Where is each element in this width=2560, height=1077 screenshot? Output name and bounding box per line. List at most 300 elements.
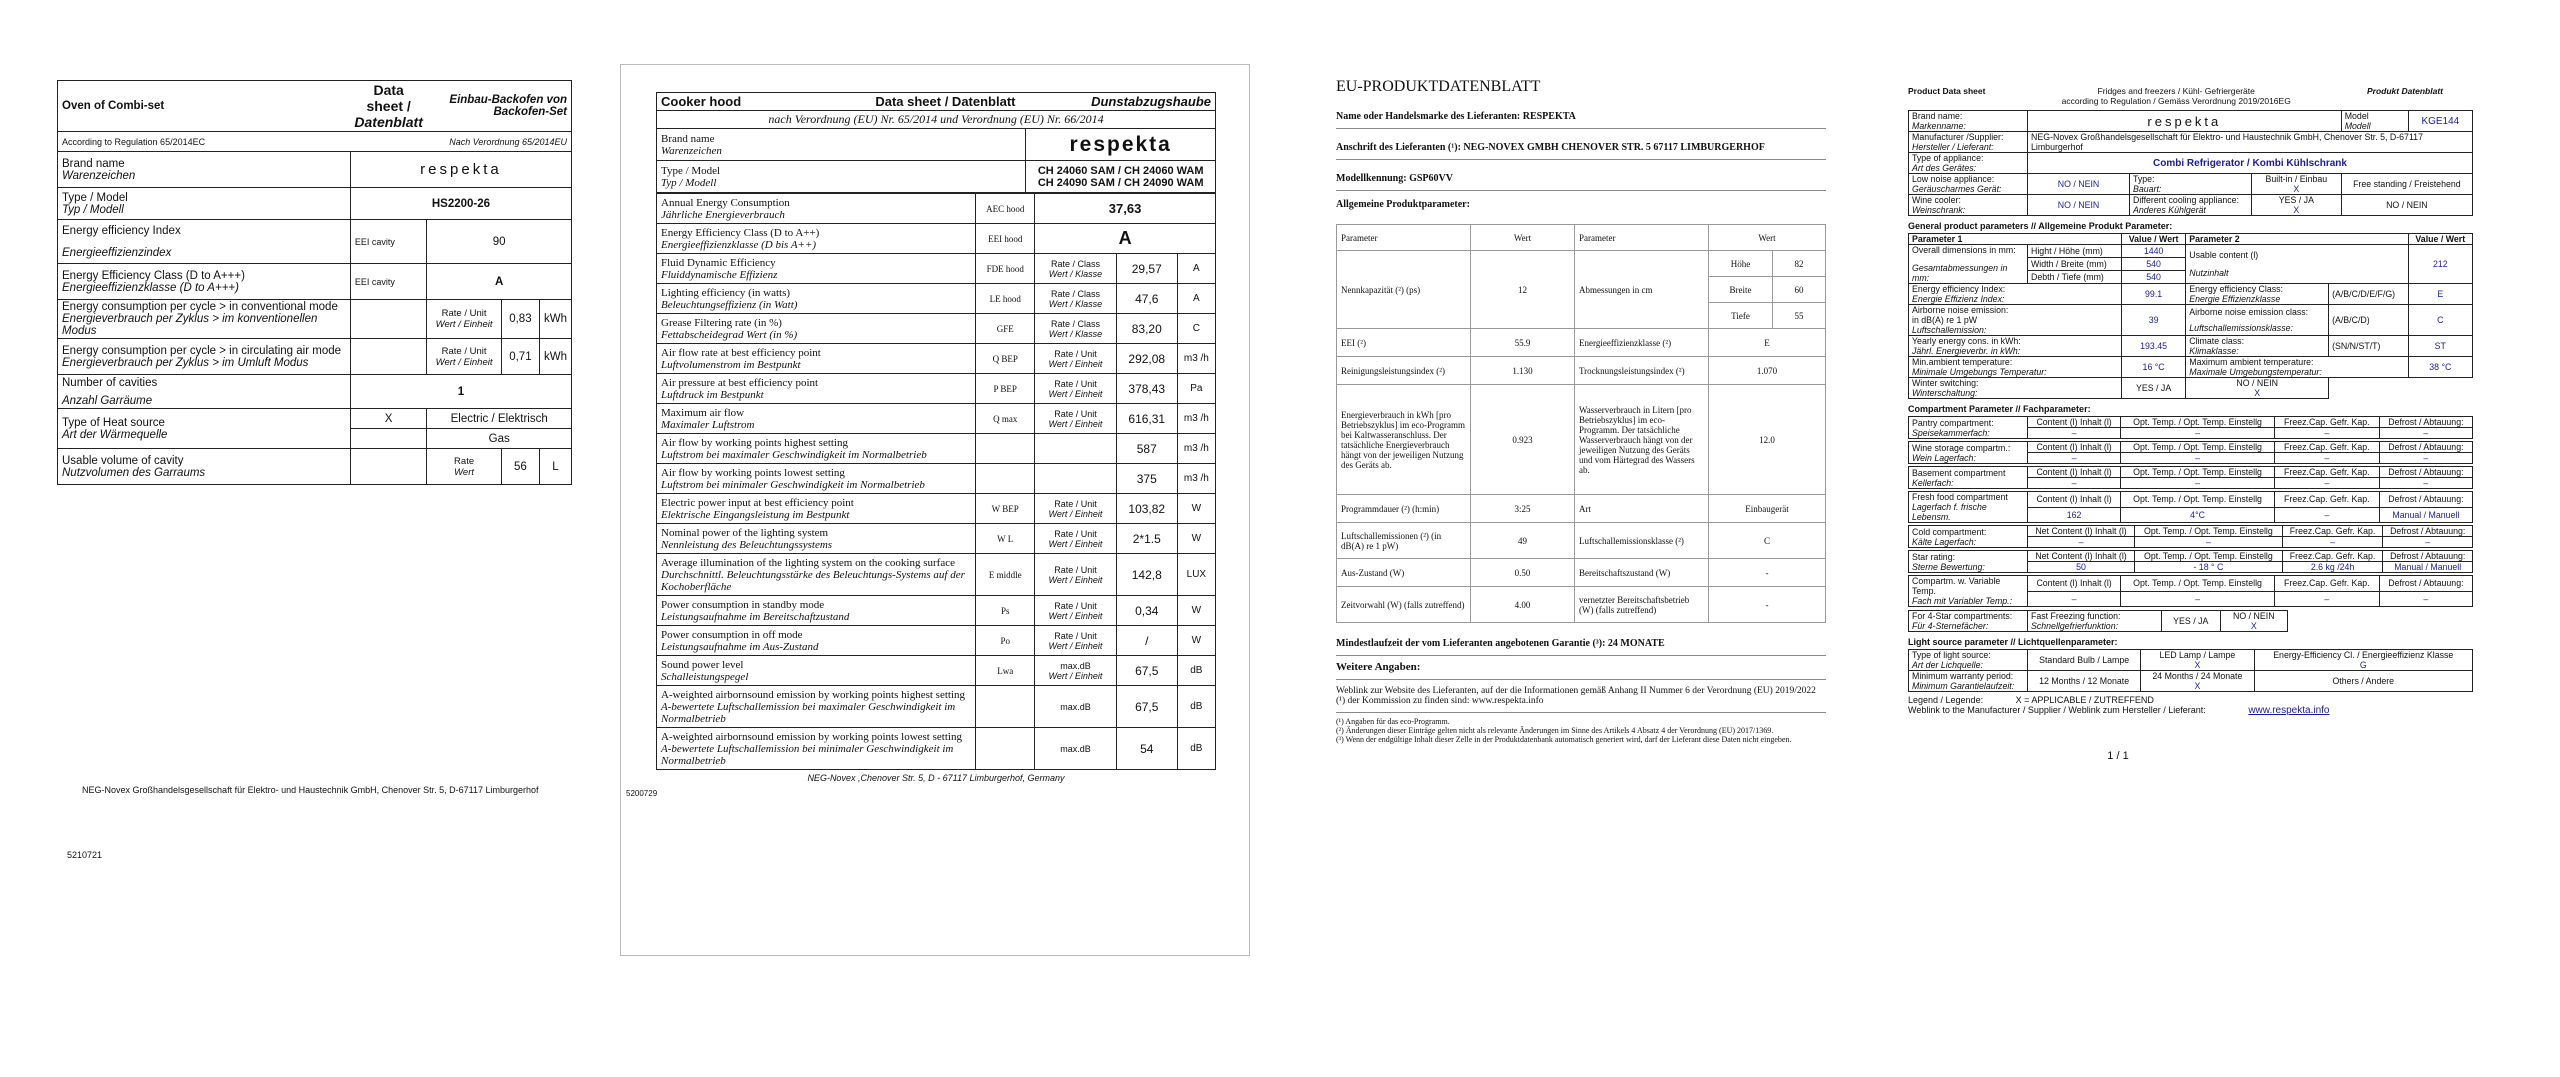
low-noise-value: NO / NEIN (2028, 174, 2130, 195)
col-header: Wert (1709, 225, 1826, 251)
winter-switch-no: NO / NEIN X (2186, 378, 2329, 399)
table-row (657, 224, 1216, 254)
warranty-other: Others / Andere (2254, 671, 2473, 692)
rate-unit (1035, 464, 1117, 494)
param-value: A (1035, 224, 1216, 254)
table-row (657, 626, 1216, 656)
param-symbol: Lwa (976, 656, 1035, 686)
param-label: Annual Energy Consumption Jährliche Energieverbrauch (657, 194, 976, 224)
param-unit: m3 /h (1177, 434, 1215, 464)
rate-unit: Rate / Unit Wert / Einheit (427, 339, 501, 375)
param-unit: m3 /h (1177, 344, 1215, 374)
warranty-12: 12 Months / 12 Monate (2028, 671, 2141, 692)
compartment-value: – (2379, 428, 2472, 439)
compartment-col-header: Defrost / Abtauung: (2379, 467, 2472, 478)
label-brand: Brand name Warenzeichen (58, 152, 351, 188)
supplier-name: Name oder Handelsmarke des Lieferanten: RESPEKTA (1336, 106, 1826, 129)
dim-value: 540 (2121, 271, 2185, 284)
param-value: 12 (1471, 251, 1575, 329)
supplier-footer: NEG-Novex Großhandelsgesellschaft für Elektro- und Haustechnik GmbH, Chenover Str. 5, D-67117 Limburgerhof (82, 785, 539, 795)
compartment-value: – (2028, 453, 2121, 464)
table-row (657, 374, 1216, 404)
col-header: Value / Wert (2121, 234, 2185, 245)
model-value: HS2200-26 (350, 188, 571, 220)
compartments (1908, 416, 2476, 607)
col-header: Parameter 1 (1909, 234, 2122, 245)
param-symbol: LE hood (976, 284, 1035, 314)
circulating-value: 0,71 (501, 339, 539, 375)
compartment-value: 2.6 kg /24h (2282, 562, 2383, 573)
compartment-row (1908, 466, 2473, 489)
light-standard: Standard Bulb / Lampe (2028, 650, 2141, 671)
table-row (657, 344, 1216, 374)
compartment-value: – (2028, 537, 2135, 548)
fridge-product-data-sheet (1908, 86, 2476, 762)
compartment-col-header: Freez.Cap. Gefr. Kap. (2274, 576, 2379, 592)
param-label: Energieverbrauch in kWh [pro Betriebszyklus] im eco-Programm bei Kaltwasseranschluss. Der tatsächliche Energieverbrauch hängt von der jeweiligen Nutzung des Geräts ab. (1337, 385, 1471, 495)
cooker-hood-data-sheet (626, 92, 1216, 798)
winter-switch-yes: YES / JA (2121, 378, 2185, 399)
compartment-col-header: Defrost / Abtauung: (2383, 526, 2473, 537)
compartment-label: Basement compartment Kellerfach: (1909, 467, 2028, 489)
param-symbol (976, 728, 1035, 770)
param-label: EEI (²) (1337, 329, 1471, 357)
param-label: Nominal power of the lighting system Nennleistung des Beleuchtungssystems (657, 524, 976, 554)
param-label: Wasserverbrauch in Litern [pro Betriebszyklus] im eco-Programm. Der tatsächliche Wasserverbrauch hängt von der jeweiligen Nutzung des Geräts und vom Härtegrad des Wassers ab. (1575, 385, 1709, 495)
header-right: Produkt Datenblatt (2366, 86, 2443, 96)
light-energy-class: Energy-Efficiency Cl. / Energieeffizienz Klasse G (2254, 650, 2473, 671)
dim-value: 60 (1773, 277, 1826, 303)
param-symbol: GFE (976, 314, 1035, 344)
compartment-label: Compartm. w. Variable Temp. Fach mit Variabler Temp.: (1909, 576, 2028, 607)
sheet-title: EU-PRODUKTDATENBLATT (1336, 78, 1541, 95)
param-value: 55.9 (1471, 329, 1575, 357)
param-label: Average illumination of the lighting system on the cooking surface Durchschnittl. Beleuchtungsstärke des Beleuchtungs-Systems auf der Kochoberfläche (657, 554, 976, 596)
rate-unit: max.dB (1035, 686, 1117, 728)
param-label: Abmessungen in cm (1575, 251, 1709, 329)
label-min-ambient: Min.ambient temperature: Minimale Umgebungs Temperatur: (1909, 357, 2122, 378)
label-max-ambient: Maximum ambient temperature: Maximale Umgebungstemperatur: (2186, 357, 2408, 378)
label-eei: Energy efficiency Index: Energie Effizienz Index: (1909, 284, 2122, 305)
eei-unit: EEI cavity (350, 220, 426, 264)
param-value: 49 (1471, 523, 1575, 559)
col-header: Parameter (1575, 225, 1709, 251)
compartment-value: – (2121, 453, 2275, 464)
label-four-star: For 4-Star compartments: Für 4-Sternefächer: (1909, 611, 2028, 632)
table-row (1337, 523, 1826, 559)
eei-value: 99.1 (2121, 284, 2185, 305)
compartment-row (1908, 525, 2473, 548)
compartment-col-header: Defrost / Abtauung: (2379, 492, 2472, 508)
compartment-value: – (2274, 478, 2379, 489)
manufacturer-value: NEG-Novex Großhandelsgesellschaft für Elektro- und Haustechnik GmbH, Chenover Str. 5, D-67117 Limburgerhof (2028, 132, 2473, 153)
label-volume: Usable volume of cavity Nutzvolumen des Garraums (58, 449, 351, 485)
table-row (1337, 587, 1826, 623)
label-heat-source: Type of Heat source Art der Wärmequelle (58, 409, 351, 449)
param-label: Lighting efficiency (in watts) Beleuchtungseffizienz (in Watt) (657, 284, 976, 314)
rate-unit: Rate / Class Wert / Klasse (1035, 314, 1117, 344)
compartment-value: – (2028, 591, 2121, 607)
col-header: Value / Wert (2408, 234, 2472, 245)
param-value: - (1709, 587, 1826, 623)
min-ambient-value: 16 °C (2121, 357, 2185, 378)
compartment-label: Wine storage compartm.: Wein Lagerfach: (1909, 442, 2028, 464)
rate-unit: max.dB Wert / Einheit (1035, 656, 1117, 686)
compartment-value: – (2379, 591, 2472, 607)
param-label: A-weighted airbornsound emission by working points highest setting A-bewertete Luftschallemission bei maximaler Geschwindigkeit im Normalbetrieb (657, 686, 976, 728)
compartment-col-header: Freez.Cap. Gefr. Kap. (2274, 442, 2379, 453)
param-symbol (976, 434, 1035, 464)
param-unit: C (1177, 314, 1215, 344)
label-model: Type / Model Typ / Modell (58, 188, 351, 220)
label-energy-class: Energy Efficiency Class (D to A+++) Energieeffizienzklasse (D to A+++) (58, 264, 351, 300)
compartment-value: Manual / Manuell (2383, 562, 2473, 573)
param-label: Programmdauer (²) (h:min) (1337, 495, 1471, 523)
compartment-label: Pantry compartment: Speisekammerfach: (1909, 417, 2028, 439)
param-symbol: Po (976, 626, 1035, 656)
param-value: C (1709, 523, 1826, 559)
conventional-value: 0,83 (501, 300, 539, 339)
compartment-label: Fresh food compartment Lagerfach f. frische Lebensm. (1909, 492, 2028, 523)
label-brand: Brand name: Markenname: (1909, 111, 2028, 132)
param-label: Luftschallemissionsklasse (²) (1575, 523, 1709, 559)
param-label: Sound power level Schalleistungspegel (657, 656, 976, 686)
label-model: Type / Model Typ / Modell (657, 161, 1026, 193)
label-circulating: Energy consumption per cycle > in circulating air mode Energieverbrauch per Zyklus > im Umluft Modus (58, 339, 351, 375)
yearly-energy-value: 193.45 (2121, 336, 2185, 357)
param-unit: dB (1177, 656, 1215, 686)
compartment-value: – (2282, 537, 2383, 548)
regulation-de: Nach Verordnung 65/2014EU (427, 132, 572, 152)
label-wine-cooler: Wine cooler: Weinschrank: (1909, 195, 2028, 216)
param-value: 616,31 (1116, 404, 1177, 434)
usable-value: 212 (2408, 245, 2472, 284)
sheet-header-left: Oven of Combi-set (58, 81, 351, 132)
supplier-footer: NEG-Novex ,Chenover Str. 5, D - 67117 Limburgerhof, Germany (807, 773, 1065, 783)
param-value: 47,6 (1116, 284, 1177, 314)
cavities-value: 1 (350, 375, 571, 409)
table-row (657, 464, 1216, 494)
compartment-label: Star rating: Sterne Bewertung: (1909, 551, 2028, 573)
param-value: 83,20 (1116, 314, 1177, 344)
label-conventional: Energy consumption per cycle > in conventional mode Energieverbrauch per Zyklus > im konventionellen Modus (58, 300, 351, 339)
param-label: Power consumption in standby mode Leistungsaufnahme im Bereitschaftzustand (657, 596, 976, 626)
table-row (657, 554, 1216, 596)
max-ambient-value: 38 °C (2408, 357, 2472, 378)
compartment-value: – (2274, 507, 2379, 523)
param-unit: dB (1177, 686, 1215, 728)
other-yes: YES / JA X (2252, 195, 2342, 216)
compartment-col-header: Defrost / Abtauung: (2383, 551, 2473, 562)
rate-unit: Rate Wert (427, 449, 501, 485)
compartment-col-header: Freez.Cap. Gefr. Kap. (2274, 492, 2379, 508)
rate-unit: Rate / Unit Wert / Einheit (1035, 404, 1117, 434)
brand-logo: respekta (350, 152, 571, 188)
compartment-value: – (2274, 591, 2379, 607)
footnotes: (¹) Angaben für das eco-Programm. (²) Änderungen dieser Einträge gelten nicht als relevante Änderungen im Sinne des Artikels 4 Absatz 4 der Verordnung (EU) 2017/1369. (³) Wenn der endgültige Inhalt dieser Zelle in der Produktdatenbank automatisch generiert wird, darf der Lieferant diese Daten nicht eingeben. (1336, 717, 1792, 744)
param-value: 587 (1116, 434, 1177, 464)
compartment-col-header: Content (l) Inhalt (l) (2028, 417, 2121, 428)
dim-value: 55 (1773, 303, 1826, 329)
param-label: Art (1575, 495, 1709, 523)
model-identifier: Modellkennung: GSP60VV (1336, 168, 1826, 191)
table-row (657, 434, 1216, 464)
document-code: 5200729 (626, 789, 658, 798)
compartment-col-header: Content (l) Inhalt (l) (2028, 442, 2121, 453)
builtin-option: Built-in / Einbau X (2252, 174, 2342, 195)
param-label: Power consumption in off mode Leistungsaufnahme im Aus-Zustand (657, 626, 976, 656)
model-values: CH 24060 SAM / CH 24060 WAM CH 24090 SAM / CH 24090 WAM (1026, 161, 1216, 193)
compartment-col-header: Content (l) Inhalt (l) (2028, 467, 2121, 478)
param-unit: dB (1177, 728, 1215, 770)
label-low-noise: Low noise appliance: Geräuscharmes Gerät: (1909, 174, 2028, 195)
compartment-value: – (2028, 428, 2121, 439)
label-dimensions: Overall dimensions in mm: Gesamtabmessungen in mm: (1909, 245, 2028, 284)
param-unit: W (1177, 626, 1215, 656)
table-row (657, 314, 1216, 344)
param-label: Trocknungsleistungsindex (²) (1575, 357, 1709, 385)
compartment-col-header: Freez.Cap. Gefr. Kap. (2274, 417, 2379, 428)
param-value: 375 (1116, 464, 1177, 494)
param-value: 12.0 (1709, 385, 1826, 495)
param-label: Grease Filtering rate (in %) Fettabscheidegrad Wert (in %) (657, 314, 976, 344)
compartment-value: Manual / Manuell (2379, 507, 2472, 523)
compartment-heading: Compartment Parameter // Fachparameter: (1908, 404, 2091, 414)
noise-class-value: C (2408, 305, 2472, 336)
param-unit: W (1177, 596, 1215, 626)
param-value: - (1709, 559, 1826, 587)
label-other-appliance: Different cooling appliance: Anderes Kühlgerät (2130, 195, 2252, 216)
regulation: nach Verordnung (EU) Nr. 65/2014 und Verordnung (EU) Nr. 66/2014 (657, 111, 1216, 129)
weblink-row: Weblink to the Manufacturer / Supplier / Weblink zum Hersteller / Lieferant: www.respekta.info (1908, 705, 2330, 716)
table-row (1337, 357, 1826, 385)
label-fast-freeze: Fast Freezing function: Schnellgefrierfunktion: (2028, 611, 2162, 632)
compartment-value: – (2274, 453, 2379, 464)
label-noise: Airborne noise emission: in dB(A) re 1 pW Luftschallemission: (1909, 305, 2122, 336)
rate-unit: Rate / Unit Wert / Einheit (1035, 344, 1117, 374)
energy-class-value: A (427, 264, 572, 300)
table-row (657, 728, 1216, 770)
table-row (657, 686, 1216, 728)
param-label: Electric power input at best efficiency point Elektrische Eingangsleistung im Bestpunkt (657, 494, 976, 524)
param-unit: W (1177, 524, 1215, 554)
rate-unit: Rate / Unit Wert / Einheit (1035, 596, 1117, 626)
dim-value: 1440 (2121, 245, 2185, 258)
website-link[interactable]: www.respekta.info (2248, 705, 2330, 716)
circulating-unit: kWh (540, 339, 572, 375)
label-brand: Brand name Warenzeichen (657, 129, 1026, 161)
param-label: Energy Efficiency Class (D to A++) Energieeffizienzklasse (D bis A++) (657, 224, 976, 254)
page-number: 1 / 1 (2107, 750, 2129, 762)
table-row (1337, 329, 1826, 357)
compartment-row (1908, 550, 2473, 573)
rate-unit: Rate / Unit Wert / Einheit (1035, 374, 1117, 404)
compartment-value: 4°C (2121, 507, 2275, 523)
more-info-heading: Weitere Angaben: (1336, 656, 1826, 680)
compartment-col-header: Content (l) Inhalt (l) (2028, 576, 2121, 592)
compartment-value: - 18 ° C (2135, 562, 2283, 573)
noise-class-scale: (A/B/C/D) (2329, 305, 2409, 336)
compartment-col-header: Opt. Temp. / Opt. Temp. Einstellg (2135, 551, 2283, 562)
fast-freeze-no: NO / NEIN X (2220, 611, 2287, 632)
col-header: Wert (1471, 225, 1575, 251)
dim-label: Width / Breite (mm) (2028, 258, 2122, 271)
param-unit: A (1177, 254, 1215, 284)
param-label: Aus-Zustand (W) (1337, 559, 1471, 587)
weblink-text: Weblink zur Website des Lieferanten, auf der die Informationen gemäß Anhang II Nummer 6 der Verordnung (EU) 2019/2022 (¹) der Kommission zu finden sind: www.respekta.info (1336, 680, 1826, 713)
compartment-col-header: Opt. Temp. / Opt. Temp. Einstellg (2121, 576, 2275, 592)
param-unit: m3 /h (1177, 464, 1215, 494)
table-row (657, 524, 1216, 554)
label-winter-switch: Winter switching: Winterschaltung: (1909, 378, 2122, 399)
sheet-header-center: Data sheet / Datenblatt (350, 81, 426, 132)
fast-freeze-yes: YES / JA (2161, 611, 2220, 632)
param-unit: m3 /h (1177, 404, 1215, 434)
compartment-col-header: Net Content (l) Inhalt (l) (2028, 526, 2135, 537)
rate-unit: Rate / Class Wert / Klasse (1035, 254, 1117, 284)
warranty-24: 24 Months / 24 Monate X (2141, 671, 2254, 692)
sheet-header-left: Cooker hood (657, 93, 866, 111)
compartment-value: – (2121, 478, 2275, 489)
param-value: 0.923 (1471, 385, 1575, 495)
param-symbol (976, 464, 1035, 494)
compartment-col-header: Opt. Temp. / Opt. Temp. Einstellg (2121, 467, 2275, 478)
param-symbol: Ps (976, 596, 1035, 626)
param-value: 29,57 (1116, 254, 1177, 284)
table-row (657, 194, 1216, 224)
param-unit: A (1177, 284, 1215, 314)
compartment-col-header: Defrost / Abtauung: (2379, 576, 2472, 592)
param-label: Zeitvorwahl (W) (falls zutreffend) (1337, 587, 1471, 623)
four-star-table (1908, 610, 2288, 632)
param-label: Nennkapazität (²) (ps) (1337, 251, 1471, 329)
param-symbol: Q BEP (976, 344, 1035, 374)
param-label: Reinigungsleistungsindex (²) (1337, 357, 1471, 385)
sheet-header (1908, 86, 2443, 106)
energy-class-unit: EEI cavity (350, 264, 426, 300)
param-value: 142,8 (1116, 554, 1177, 596)
param-label: Air pressure at best efficiency point Luftdruck im Bestpunkt (657, 374, 976, 404)
brand-logo: respekta (1026, 129, 1216, 161)
wine-cooler-value: NO / NEIN (2028, 195, 2130, 216)
compartment-col-header: Opt. Temp. / Opt. Temp. Einstellg (2121, 442, 2275, 453)
table-row (657, 656, 1216, 686)
param-symbol: Q max (976, 404, 1035, 434)
param-value: E (1709, 329, 1826, 357)
param-value: 2*1.5 (1116, 524, 1177, 554)
sheet-header-center: Data sheet / Datenblatt (865, 93, 1026, 111)
compartment-col-header: Freez.Cap. Gefr. Kap. (2282, 551, 2383, 562)
rate-unit: Rate / Unit Wert / Einheit (1035, 626, 1117, 656)
param-label: Energieeffizienzklasse (²) (1575, 329, 1709, 357)
rate-unit: Rate / Unit Wert / Einheit (1035, 524, 1117, 554)
rate-unit: Rate / Class Wert / Klasse (1035, 284, 1117, 314)
dim-label: Breite (1709, 277, 1773, 303)
other-no: NO / NEIN (2341, 195, 2472, 216)
compartment-value: – (2121, 428, 2275, 439)
dim-value: 540 (2121, 258, 2185, 271)
param-label: vernetzter Bereitschaftsbetrieb (W) (falls zutreffend) (1575, 587, 1709, 623)
param-symbol: W L (976, 524, 1035, 554)
warranty: Mindestlaufzeit der vom Lieferanten angebotenen Garantie (³): 24 MONATE (1336, 633, 1826, 656)
param-value: 67,5 (1116, 686, 1177, 728)
param-label: Maximum air flow Maximaler Luftstrom (657, 404, 976, 434)
param-value: 292,08 (1116, 344, 1177, 374)
param-value: Einbaugerät (1709, 495, 1826, 523)
col-header: Parameter 2 (2186, 234, 2408, 245)
param-value: 0,34 (1116, 596, 1177, 626)
compartment-value: 162 (2028, 507, 2121, 523)
model-value: KGE144 (2408, 111, 2472, 132)
table-row (1337, 385, 1826, 495)
eei-value: 90 (427, 220, 572, 264)
param-label: Air flow by working points highest setting Luftstrom bei maximaler Geschwindigkeit im Normalbetrieb (657, 434, 976, 464)
header-center: Fridges and freezers / Kühl- Gefriergeräte according to Regulation / Gemäss Verordnung 2019/2016EG (2061, 86, 2291, 106)
label-design: Type: Bauart: (2130, 174, 2252, 195)
label-model: Model Modell (2341, 111, 2408, 132)
param-symbol: EEI hood (976, 224, 1035, 254)
identity-table (1908, 110, 2473, 216)
param-symbol: E middle (976, 554, 1035, 596)
rate-unit: Rate / Unit Wert / Einheit (427, 300, 501, 339)
brand-logo: respekta (2028, 111, 2342, 132)
compartment-col-header: Defrost / Abtauung: (2379, 417, 2472, 428)
compartment-label: Cold compartment: Kälte Lagerfach: (1909, 526, 2028, 548)
param-label: Air flow rate at best efficiency point Luftvolumenstrom im Bestpunkt (657, 344, 976, 374)
compartment-value: – (2379, 453, 2472, 464)
table-row (657, 494, 1216, 524)
label-cavities: Number of cavities Anzahl Garräume (58, 375, 351, 409)
compartment-col-header: Opt. Temp. / Opt. Temp. Einstellg (2135, 526, 2283, 537)
freestanding-option: Free standing / Freistehend (2341, 174, 2472, 195)
general-parameters-table (1908, 233, 2473, 399)
param-value: 378,43 (1116, 374, 1177, 404)
light-led: LED Lamp / Lampe X (2141, 650, 2254, 671)
compartment-col-header: Freez.Cap. Gefr. Kap. (2274, 467, 2379, 478)
label-manufacturer: Manufacturer /Supplier: Hersteller / Lieferant: (1909, 132, 2028, 153)
table-row (657, 284, 1216, 314)
label-appliance-type: Type of appliance: Art des Gerätes: (1909, 153, 2028, 174)
table-row (1337, 559, 1826, 587)
compartment-value: – (2135, 537, 2283, 548)
compartment-value: 50 (2028, 562, 2135, 573)
table-row (1337, 495, 1826, 523)
compartment-value: – (2383, 537, 2473, 548)
noise-value: 39 (2121, 305, 2185, 336)
rate-unit: Rate / Unit Wert / Einheit (1035, 554, 1117, 596)
compartment-value: – (2121, 591, 2275, 607)
param-value: 0.50 (1471, 559, 1575, 587)
conventional-unit: kWh (540, 300, 572, 339)
dim-label: Höhe (1709, 251, 1773, 277)
compartment-col-header: Content (l) Inhalt (l) (2028, 492, 2121, 508)
param-value: 1.130 (1471, 357, 1575, 385)
general-parameters-heading: General product parameters // Allgemeine Produkt Parameter: (1908, 221, 2173, 231)
param-value: 37,63 (1035, 194, 1216, 224)
compartment-col-header: Opt. Temp. / Opt. Temp. Einstellg (2121, 492, 2275, 508)
label-noise-class: Airborne noise emission class: Luftschallemissionsklasse: (2186, 305, 2329, 336)
label-warranty: Minimum warranty period: Minimum Garantielaufzeit: (1909, 671, 2028, 692)
compartment-row (1908, 416, 2473, 439)
appliance-type-value: Combi Refrigerator / Kombi Kühlschrank (2028, 153, 2473, 174)
param-label: A-weighted airbornsound emission by working points lowest setting A-bewertete Luftschallemission bei minimaler Geschwindigkeit im Normalbetrieb (657, 728, 976, 770)
rate-unit (1035, 434, 1117, 464)
label-yearly-energy: Yearly energy cons. in kWh: Jährl. Energieverbr. in kWh: (1909, 336, 2122, 357)
compartment-value: – (2379, 478, 2472, 489)
dim-label: Hight / Höhe (mm) (2028, 245, 2122, 258)
compartment-col-header: Opt. Temp. / Opt. Temp. Einstellg (2121, 417, 2275, 428)
light-source-table (1908, 649, 2473, 692)
